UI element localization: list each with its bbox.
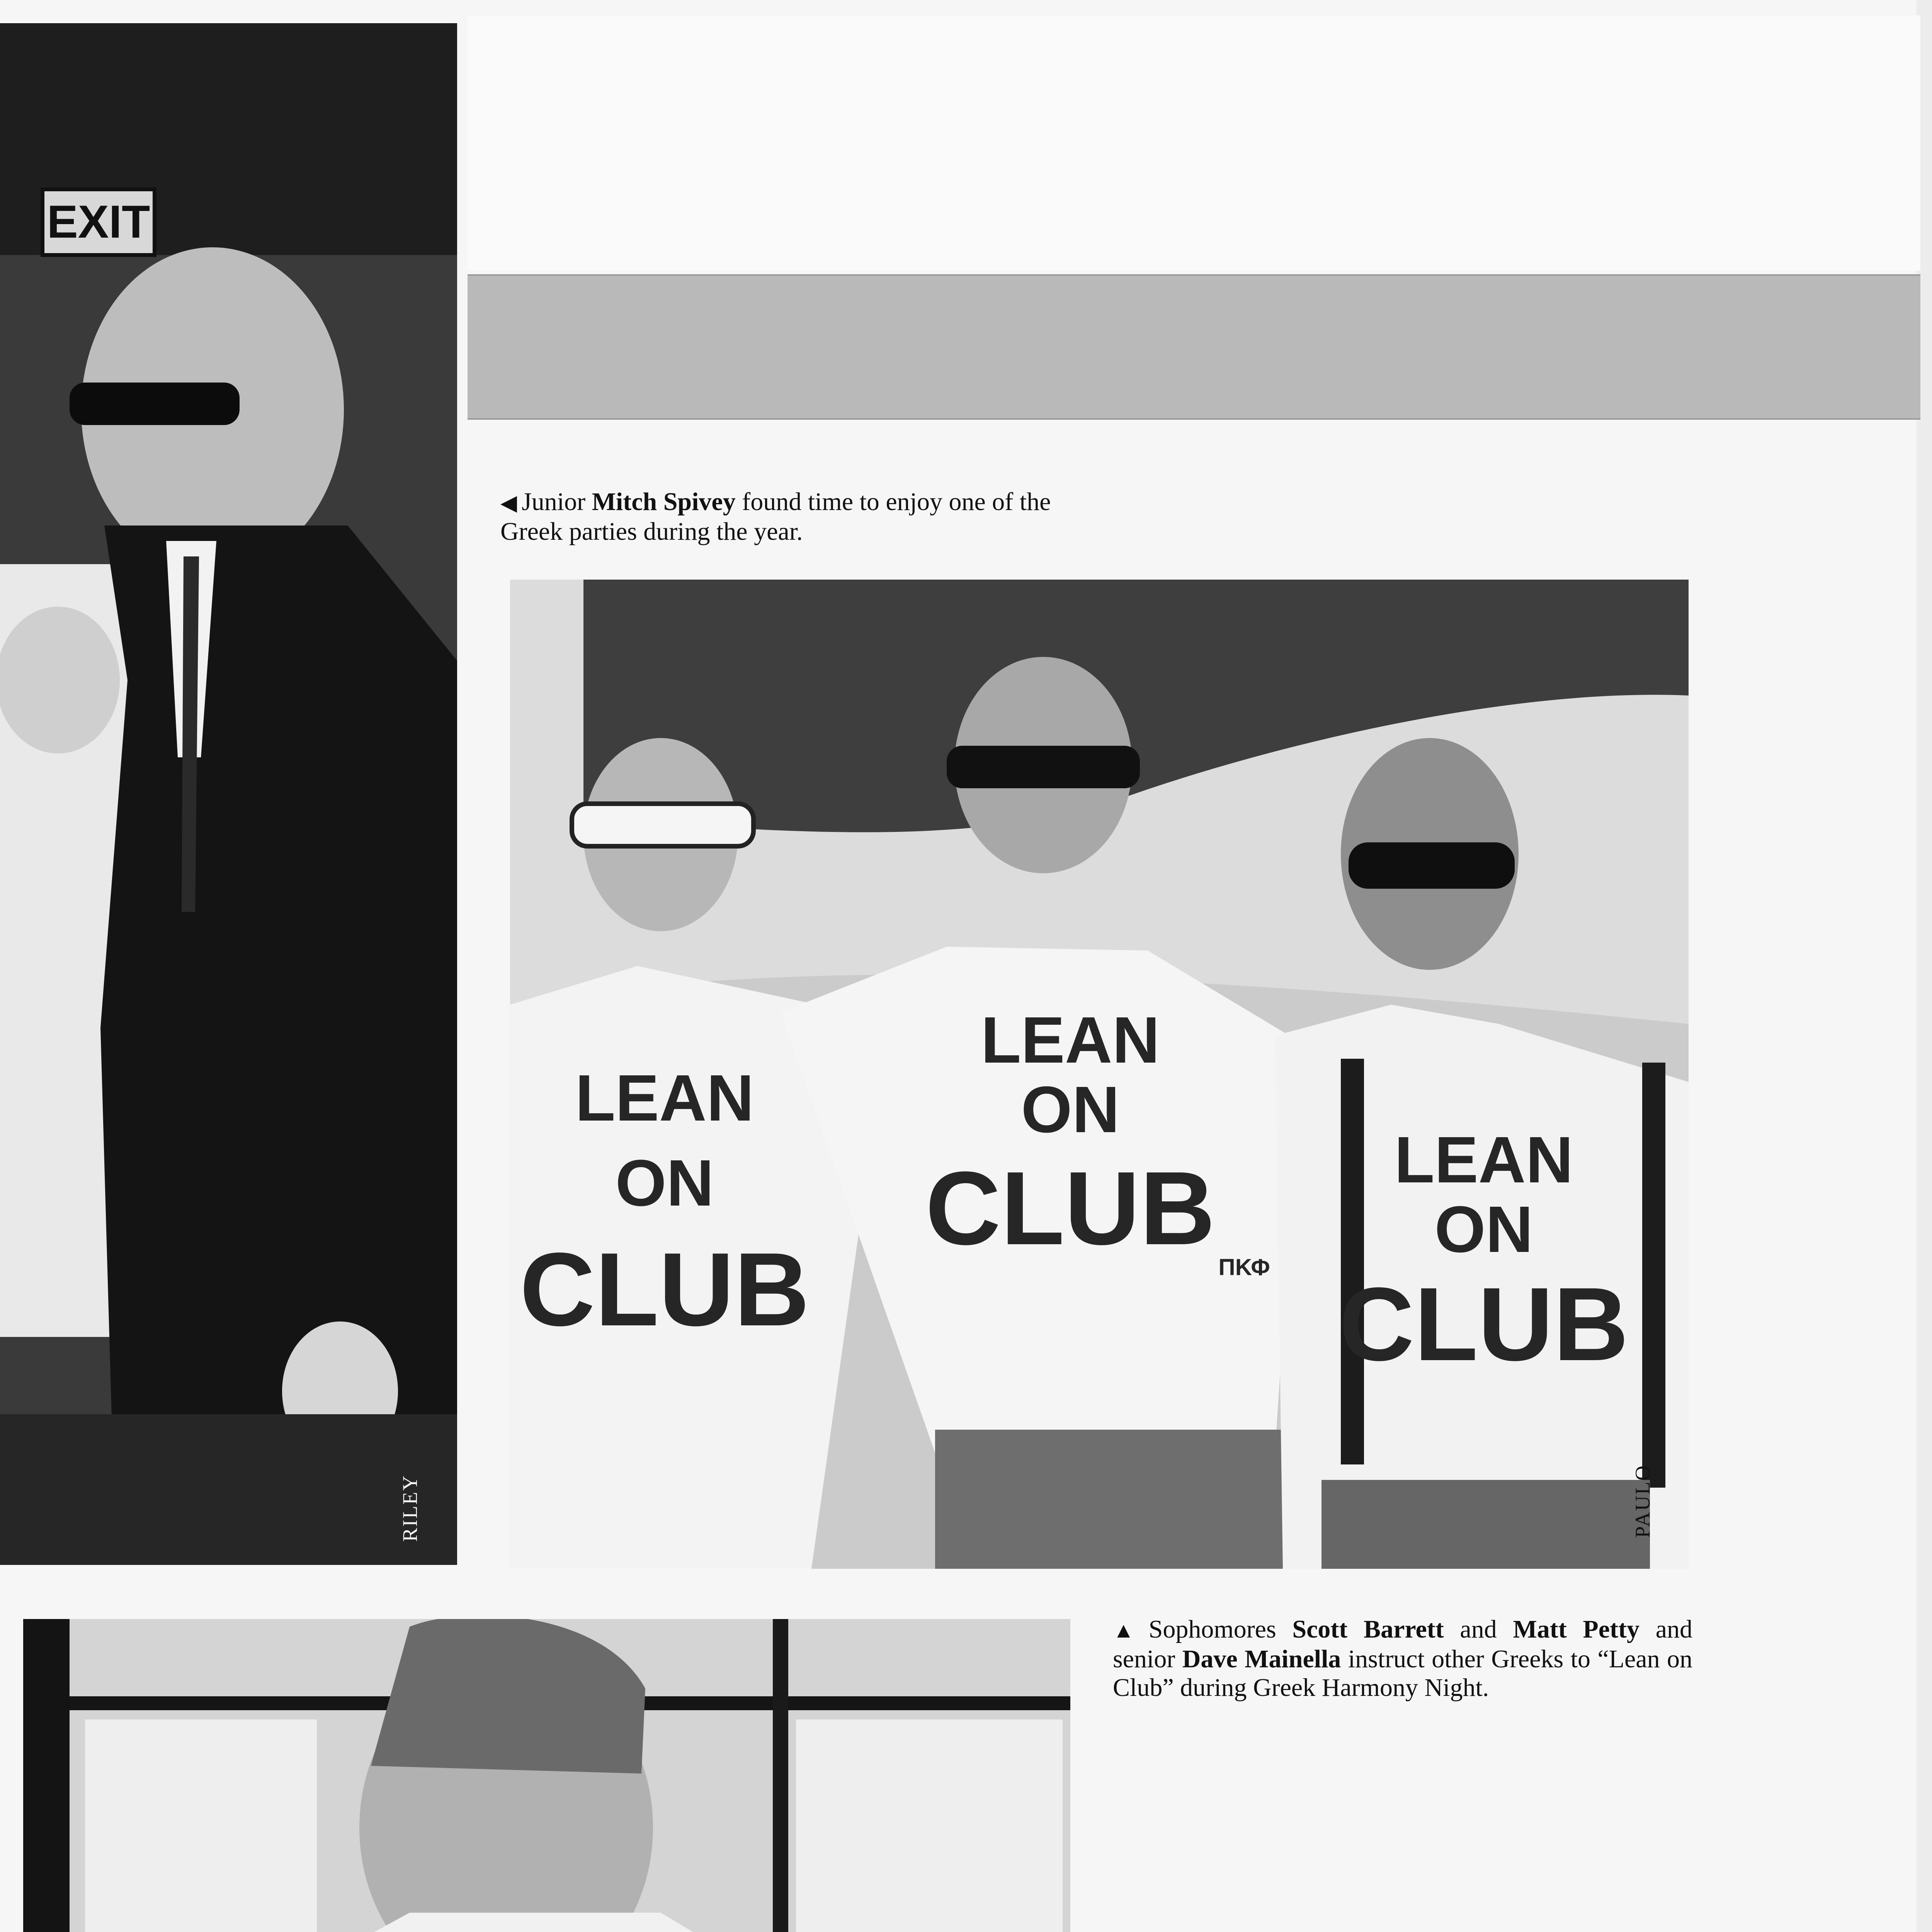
caption-text: and: [1444, 1615, 1513, 1643]
photo-credit-riley: RILEY: [398, 1475, 422, 1542]
shirt-text-line-2: ON: [1434, 1193, 1533, 1266]
photo-spivey-image: [0, 23, 457, 1565]
photo-lean-image: [510, 580, 1689, 1569]
shirt-text-line-3: CLUB: [1339, 1266, 1629, 1383]
shirt-text-line-1: LEAN: [575, 1061, 754, 1135]
caption-name-bold: Matt Petty: [1513, 1615, 1639, 1643]
photo-mitch-spivey: [0, 23, 457, 1565]
caption-name-bold: Dave Mainella: [1182, 1645, 1341, 1673]
caption-text: Sophomores: [1148, 1615, 1293, 1643]
shirt-text-line-1: LEAN: [1394, 1123, 1573, 1197]
caption-text: and senior: [1113, 1615, 1693, 1673]
shirt-greek-letters: ΠΚΦ: [1218, 1254, 1270, 1280]
gray-title-band: [468, 274, 1920, 420]
caption-mitch-spivey: [500, 488, 1103, 546]
caption-lean-on-club: [1113, 1615, 1692, 1702]
caption-name-bold: Mitch Spivey: [592, 488, 736, 516]
caption-name-bold: Scott Barrett: [1292, 1615, 1444, 1643]
photo-helmer-image: [23, 1619, 1070, 1932]
shirt-text-line-3: CLUB: [520, 1231, 810, 1348]
caption-text: instruct other Greeks to “Lean on Club” during Greek Harmony Night.: [1113, 1645, 1693, 1702]
up-arrow-icon: ▲: [1113, 1619, 1144, 1643]
photo-lean-on-club: [510, 580, 1689, 1569]
shirt-text-line-3: CLUB: [925, 1150, 1215, 1267]
photo-credit-paulo: PAULO: [1631, 1464, 1654, 1538]
photo-joe-helmer: [23, 1619, 1070, 1932]
blank-top-panel: [468, 15, 1920, 270]
caption-text: found time to enjoy one of the Greek parties during the year.: [500, 488, 1051, 546]
caption-text: Junior: [522, 488, 592, 516]
exit-sign-text: EXIT: [47, 196, 150, 248]
shirt-text-line-1: LEAN: [981, 1003, 1160, 1077]
shirt-text-line-2: ON: [615, 1146, 714, 1220]
left-arrow-icon: ◀: [500, 491, 517, 515]
shirt-text-line-2: ON: [1021, 1073, 1120, 1146]
